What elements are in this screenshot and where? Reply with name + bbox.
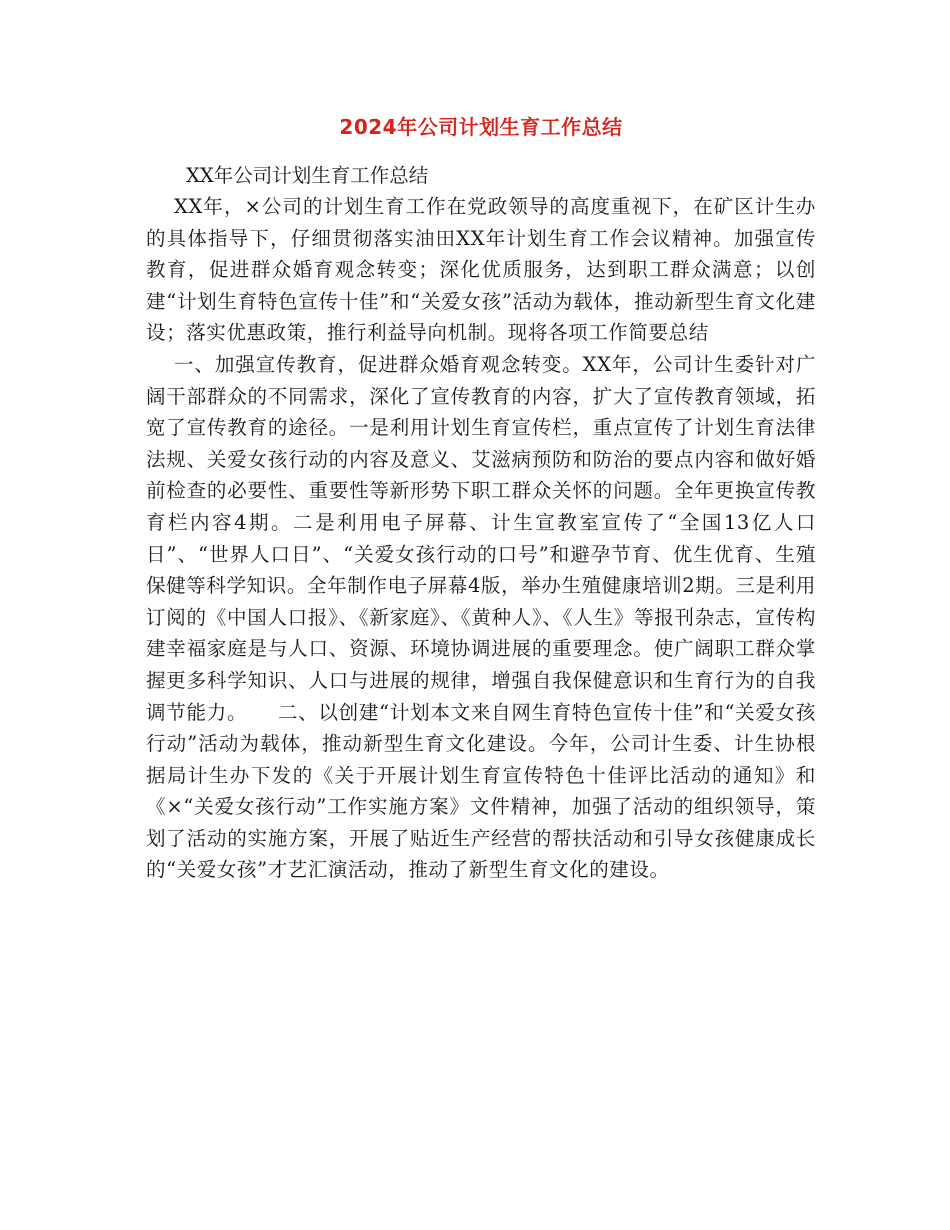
document-title: 2024年公司计划生育工作总结 <box>339 115 623 139</box>
paragraph-intro: XX年，×公司的计划生育工作在党政领导的高度重视下，在矿区计生办的具体指导下，仔细贯彻落实油田XX年计划生育工作会议精神。加强宣传教育，促进群众婚育观念转变；深化优质服务，达到职工群众满意；以创建“计划生育特色宣传十佳”和“关爱女孩”活动为载体，推动新型生育文化建设；落实优惠政策，推行利益导向机制。现将各项工作简要总结 <box>146 195 816 345</box>
document-subtitle: XX年公司计划生育工作总结 <box>186 164 429 187</box>
paragraph-section-one: 一、加强宣传教育，促进群众婚育观念转变。XX年，公司计生委针对广阔干部群众的不同需求，深化了宣传教育的内容，扩大了宣传教育领域，拓宽了宣传教育的途径。一是利用计划生育宣传栏，重点宣传了计划生育法律法规、关爱女孩行动的内容及意义、艾滋病预防和防治的要点内容和做好婚前检查的必要性、重要性等新形势下职工群众关怀的问题。全年更换宣传教育栏内容4期。二是利用电子屏幕、计生宣教室宣传了“全国13亿人口日”、“世界人口日”、“关爱女孩行动的口号”和避孕节育、优生优育、生殖保健等科学知识。全年制作电子屏幕4版，举办生殖健康培训2期。三是利用订阅的《中国人口报》、《新家庭》、《黄种人》、《人生》等报刊杂志，宣传构建幸福家庭是与人口、资源、环境协调进展的重要理念。使广阔职工群众掌握更多科学知识、人口与进展的规律，增强自我保健意识和生育行为的自我调节能力。 二、以创建“计划本文来自网生育特色宣传十佳”和“关爱女孩行动”活动为载体，推动新型生育文化建设。今年，公司计生委、计生协根据局计生办下发的《关于开展计划生育宣传特色十佳评比活动的通知》和《×“关爱女孩行动”工作实施方案》文件精神，加强了活动的组织领导，策划了活动的实施方案，开展了贴近生产经营的帮扶活动和引导女孩健康成长的“关爱女孩”才艺汇演活动，推动了新型生育文化的建设。 <box>146 352 816 882</box>
document-page <box>146 112 816 886</box>
